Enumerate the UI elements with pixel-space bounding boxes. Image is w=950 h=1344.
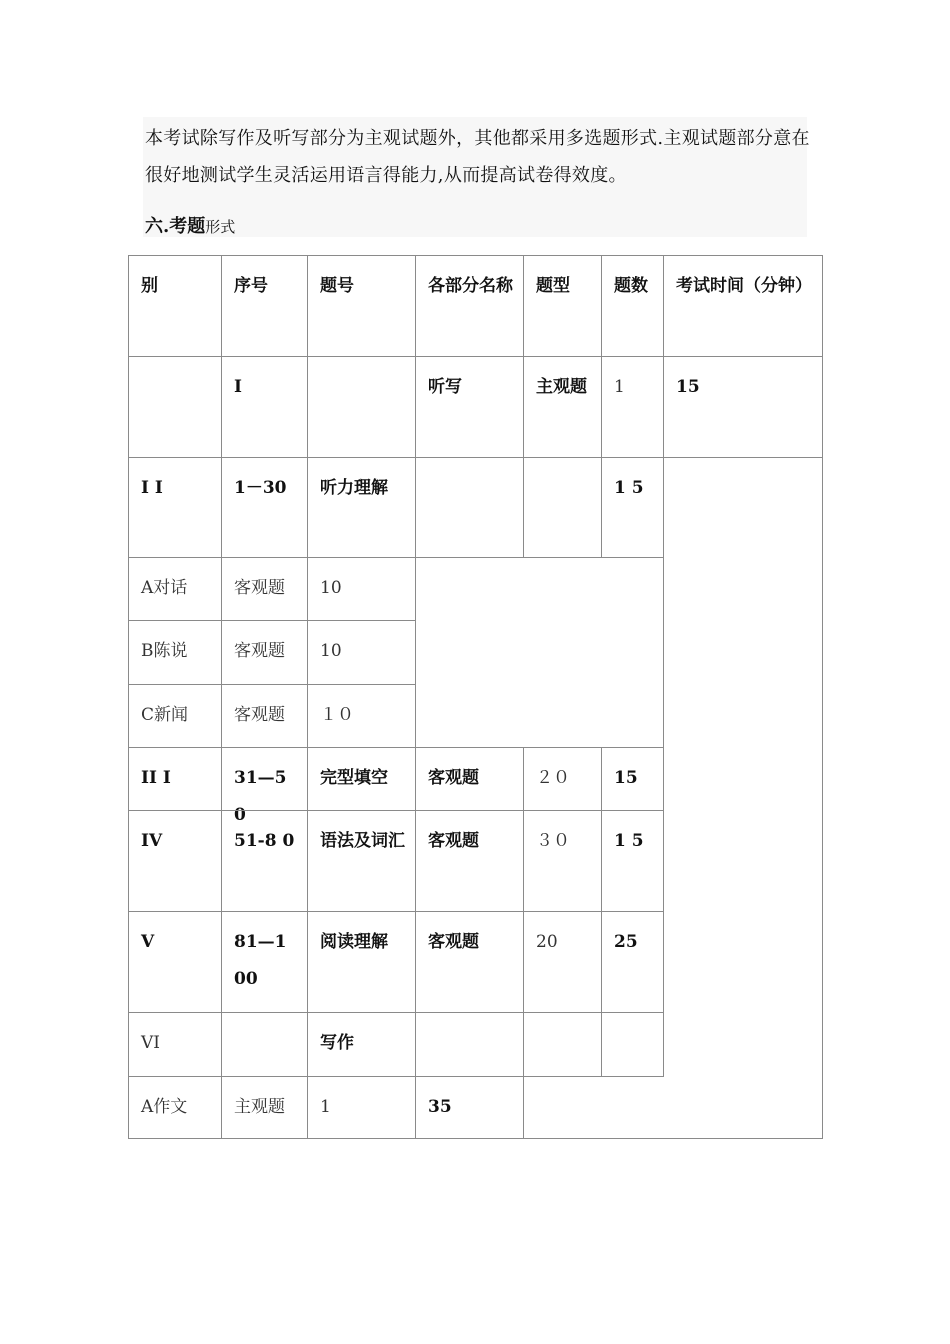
table-cell: 1 5 [601, 457, 664, 558]
table-cell: 客观题 [221, 620, 308, 685]
table-cell: 15 [663, 356, 823, 458]
table-cell: ２０ [523, 747, 602, 811]
merged-cell-bottom [523, 1076, 823, 1139]
header-type: 题型 [523, 255, 602, 357]
table-cell [415, 457, 524, 558]
table-cell: 客观题 [221, 684, 308, 748]
table-cell [221, 1012, 308, 1077]
table-cell: 1－30 [221, 457, 308, 558]
table-cell: A作文 [128, 1076, 222, 1139]
table-cell: A对话 [128, 557, 222, 621]
merged-cell-time [663, 457, 823, 1139]
table-cell: C新闻 [128, 684, 222, 748]
table-cell: I [221, 356, 308, 458]
header-part-name: 各部分名称 [415, 255, 524, 357]
section-title [145, 213, 235, 241]
table-cell [601, 1012, 664, 1077]
table-cell: 1 [307, 1076, 416, 1139]
table-cell: IV [128, 810, 222, 912]
table-cell: 81—100 [221, 911, 308, 1013]
table-cell: 听写 [415, 356, 524, 458]
table-cell [523, 1012, 602, 1077]
header-category: 别 [128, 255, 222, 357]
table-cell: 主观题 [221, 1076, 308, 1139]
table-cell: 客观题 [415, 810, 524, 912]
table-cell [307, 356, 416, 458]
table-cell: 51-8 0 [221, 810, 308, 912]
table-cell: B陈说 [128, 620, 222, 685]
table-cell: 25 [601, 911, 664, 1013]
table-cell: V [128, 911, 222, 1013]
table-cell: I I [128, 457, 222, 558]
table-cell: 35 [415, 1076, 524, 1139]
header-count: 题数 [601, 255, 664, 357]
table-cell: ３０ [523, 810, 602, 912]
merged-cell-middle [415, 557, 664, 748]
intro-paragraph: 本考试除写作及听写部分为主观试题外，其他都采用多选题形式.主观试题部分意在很好地测试学生灵活运用语言得能力,从而提高试卷得效度。 [145, 128, 810, 186]
section-title-bold: 六.考题 [145, 216, 206, 237]
table-cell: 1 [601, 356, 664, 458]
table-cell: 写作 [307, 1012, 416, 1077]
table-cell [523, 457, 602, 558]
table-cell [128, 356, 222, 458]
table-cell: 客观题 [415, 911, 524, 1013]
table-cell: 10 [307, 620, 416, 685]
table-cell: 听力理解 [307, 457, 416, 558]
table-cell: VI [128, 1012, 222, 1077]
table-cell: 10 [307, 557, 416, 621]
table-cell: II I [128, 747, 222, 811]
table-cell: 20 [523, 911, 602, 1013]
table-cell: 31—50 [221, 747, 308, 811]
table-cell: 完型填空 [307, 747, 416, 811]
header-number: 题号 [307, 255, 416, 357]
table-cell: 客观题 [415, 747, 524, 811]
header-seq: 序号 [221, 255, 308, 357]
section-title-small: 形式 [205, 218, 236, 236]
table-cell [415, 1012, 524, 1077]
table-cell: 主观题 [523, 356, 602, 458]
table-cell: 15 [601, 747, 664, 811]
table-cell: 语法及词汇 [307, 810, 416, 912]
header-time: 考试时间（分钟） [663, 255, 823, 357]
table-cell: 客观题 [221, 557, 308, 621]
table-cell: １０ [307, 684, 416, 748]
table-cell: 1 5 [601, 810, 664, 912]
table-cell: 阅读理解 [307, 911, 416, 1013]
